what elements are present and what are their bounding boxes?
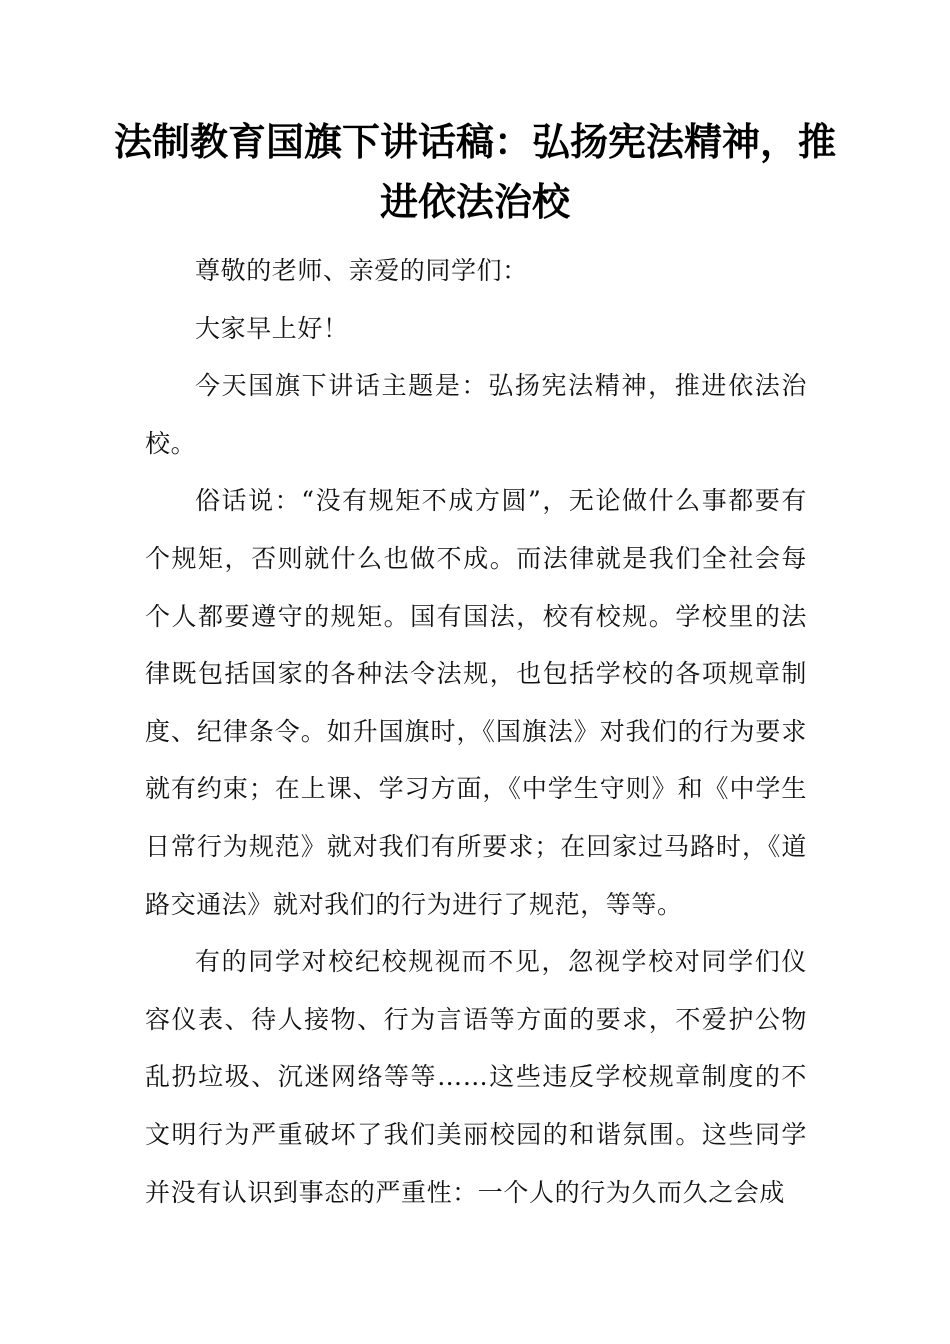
greeting-paragraph: 大家早上好！ (195, 313, 349, 343)
rules-paragraph: 俗话说：“没有规矩不成方圆”，无论做什么事都要有个规矩，否则就什么也做不成。而法律就是我们全社会每个人都要遵守的规矩。国有国法，校有校规。学校里的法律既包括国家的各种法令法规，也包括学校的各项规章制度、纪律条令。如升国旗时，《国旗法》对我们的行为要求就有约束；在上课、学习方面，《中学生守则》和《中学生日常行为规范》就对我们有所要求；在回家过马路时，《道路交通法》就对我们的行为进行了规范，等等。 (145, 486, 807, 919)
theme-paragraph: 今天国旗下讲话主题是：弘扬宪法精神，推进依法治校。 (145, 371, 807, 458)
violations-paragraph: 有的同学对校纪校规视而不见，忽视学校对同学们仪容仪表、待人接物、行为言语等方面的要求，不爱护公物乱扔垃圾、沉迷网络等等……这些违反学校规章制度的不文明行为严重破坏了我们美丽校园的和谐氛围。这些同学并没有认识到事态的严重性：一个人的行为久而久之会成 (145, 947, 807, 1207)
salutation-paragraph: 尊敬的老师、亲爱的同学们： (195, 256, 528, 285)
document-title: 法制教育国旗下讲话稿：弘扬宪法精神，推进依法治校 (113, 119, 836, 224)
document-body (145, 242, 807, 1221)
